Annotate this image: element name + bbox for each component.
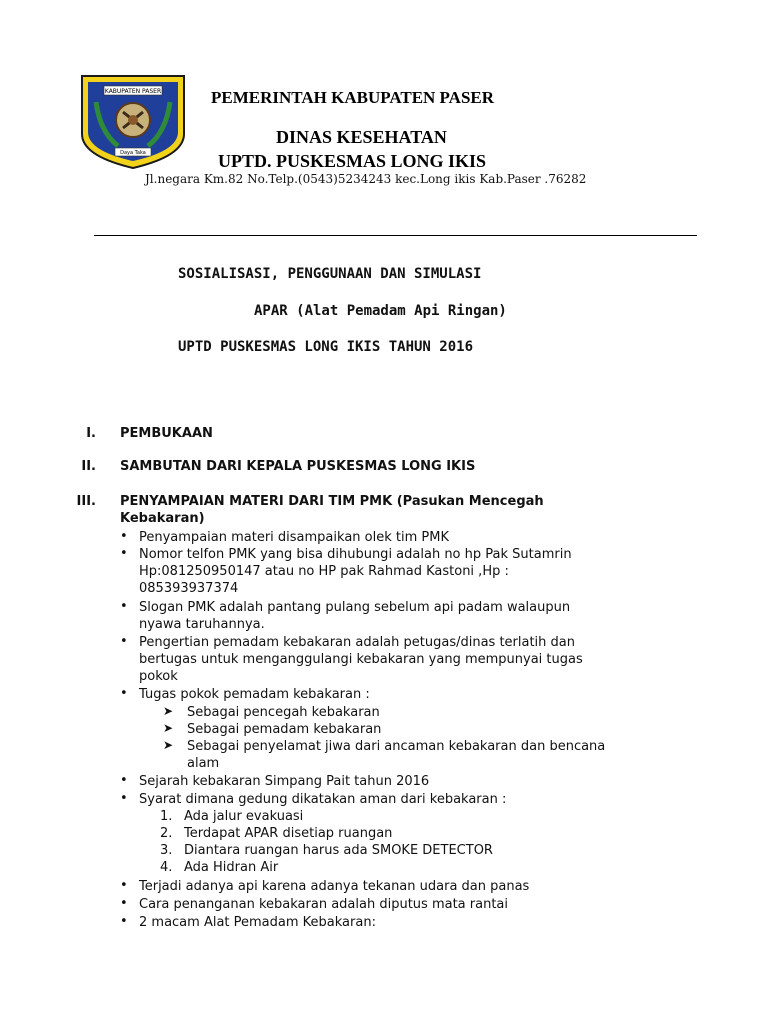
numbered-index: 4.: [160, 860, 173, 875]
header-address: Jl.negara Km.82 No.Telp.(0543)5234243 kec.Long ikis Kab.Paser .76282: [145, 172, 587, 186]
numbered-index: 1.: [160, 809, 173, 824]
bullet-text: pokok: [139, 669, 178, 684]
numbered-index: 3.: [160, 843, 173, 858]
bullet-text: Cara penanganan kebakaran adalah diputus mata rantai: [139, 897, 508, 912]
numbered-text: Diantara ruangan harus ada SMOKE DETECTOR: [184, 843, 493, 858]
bullet-icon: •: [120, 634, 128, 649]
arrow-bullet-icon: ➤: [163, 738, 174, 752]
section-number: III.: [76, 494, 96, 509]
bullet-icon: •: [120, 686, 128, 701]
bullet-text: bertugas untuk menganggulangi kebakaran yang mempunyai tugas: [139, 652, 583, 667]
bullet-text: Hp:081250950147 atau no HP pak Rahmad Kastoni ,Hp :: [139, 564, 509, 579]
logo-text-top: KABUPATEN PASER: [104, 88, 162, 95]
section-number: II.: [81, 459, 96, 474]
bullet-text: 2 macam Alat Pemadam Kebakaran:: [139, 915, 376, 930]
numbered-text: Terdapat APAR disetiap ruangan: [184, 826, 393, 841]
regency-logo: [78, 72, 188, 170]
bullet-icon: •: [120, 773, 128, 788]
bullet-text: Slogan PMK adalah pantang pulang sebelum api padam walaupun: [139, 600, 571, 615]
bullet-text: nyawa taruhannya.: [139, 617, 265, 632]
bullet-icon: •: [120, 529, 128, 544]
arrow-bullet-icon: ➤: [163, 721, 174, 735]
bullet-text: Tugas pokok pemadam kebakaran :: [139, 687, 370, 702]
doc-title-line2: APAR (Alat Pemadam Api Ringan): [254, 303, 507, 319]
arrow-item-text: Sebagai penyelamat jiwa dari ancaman kebakaran dan bencana: [187, 739, 606, 754]
numbered-text: Ada Hidran Air: [184, 860, 279, 875]
header-department: DINAS KESEHATAN: [276, 127, 447, 147]
doc-title-line1: SOSIALISASI, PENGGUNAAN DAN SIMULASI: [178, 266, 482, 282]
header-divider: [94, 235, 697, 236]
bullet-icon: •: [120, 791, 128, 806]
section-number: I.: [86, 426, 96, 441]
numbered-index: 2.: [160, 826, 173, 841]
bullet-text: 085393937374: [139, 581, 239, 596]
logo-text-bottom: Daya Taka: [120, 150, 146, 156]
section-label: PENYAMPAIAN MATERI DARI TIM PMK (Pasukan Mencegah: [120, 494, 544, 509]
arrow-item-text: Sebagai pemadam kebakaran: [187, 722, 382, 737]
bullet-icon: •: [120, 914, 128, 929]
bullet-text: Penyampaian materi disampaikan olek tim PMK: [139, 530, 449, 545]
header-puskesmas: UPTD. PUSKESMAS LONG IKIS: [218, 151, 487, 171]
arrow-item-text: Sebagai pencegah kebakaran: [187, 705, 380, 720]
arrow-bullet-icon: ➤: [163, 704, 174, 718]
header-government: PEMERINTAH KABUPATEN PASER: [211, 88, 495, 107]
bullet-icon: •: [120, 878, 128, 893]
bullet-text: Nomor telfon PMK yang bisa dihubungi adalah no hp Pak Sutamrin: [139, 547, 572, 562]
bullet-text: Sejarah kebakaran Simpang Pait tahun 2016: [139, 774, 430, 789]
bullet-icon: •: [120, 896, 128, 911]
doc-title-line3: UPTD PUSKESMAS LONG IKIS TAHUN 2016: [178, 339, 474, 355]
section-label-cont: Kebakaran): [120, 511, 205, 526]
bullet-icon: •: [120, 546, 128, 561]
bullet-text: Syarat dimana gedung dikatakan aman dari kebakaran :: [139, 792, 507, 807]
numbered-text: Ada jalur evakuasi: [184, 809, 304, 824]
arrow-item-text: alam: [187, 756, 220, 771]
bullet-text: Terjadi adanya api karena adanya tekanan udara dan panas: [139, 879, 530, 894]
section-label: PEMBUKAAN: [120, 426, 213, 441]
bullet-text: Pengertian pemadam kebakaran adalah petugas/dinas terlatih dan: [139, 635, 576, 650]
bullet-icon: •: [120, 599, 128, 614]
section-label: SAMBUTAN DARI KEPALA PUSKESMAS LONG IKIS: [120, 459, 476, 474]
